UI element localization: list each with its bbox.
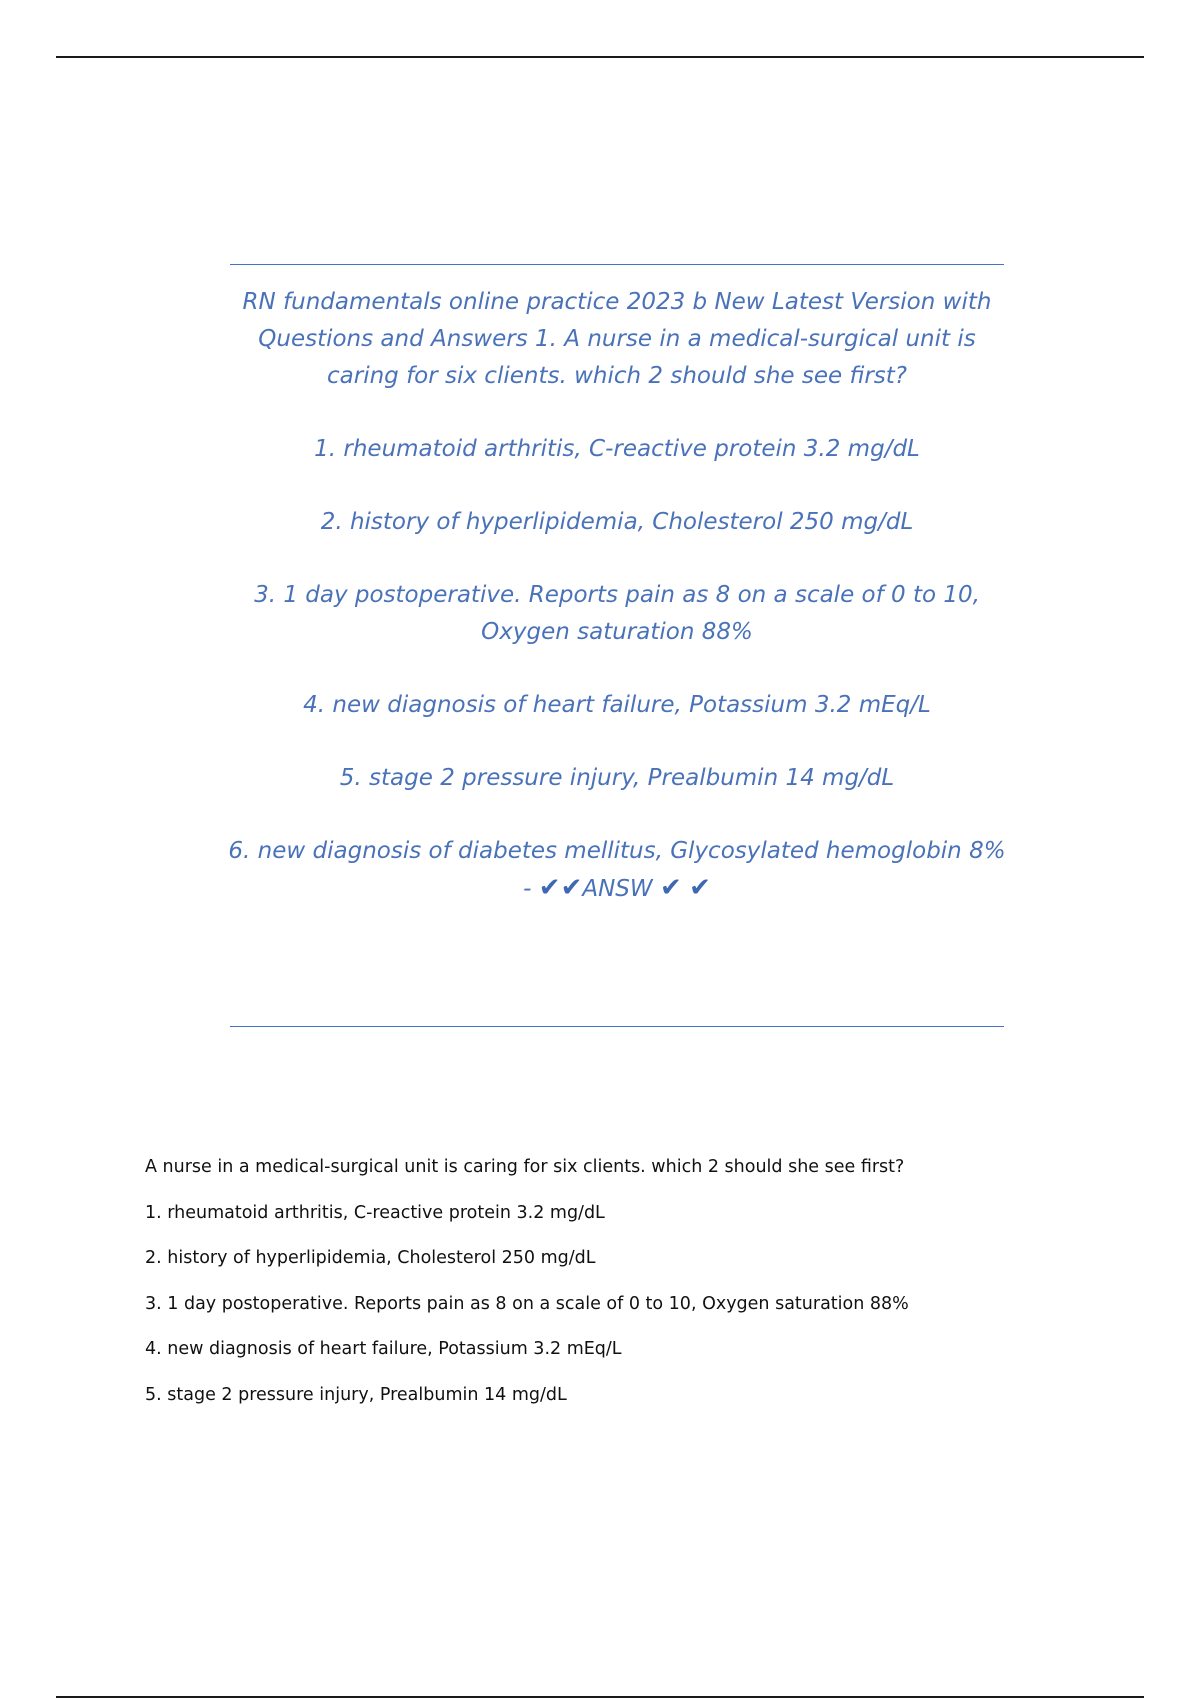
check-icon: ✔ xyxy=(659,873,682,903)
plain-option-3: 3. 1 day postoperative. Reports pain as 8 on a scale of 0 to 10, Oxygen saturation 88% xyxy=(145,1293,909,1314)
intense-quote-block xyxy=(220,284,1014,944)
quote-option-2: 2. history of hyperlipidemia, Cholesterol 250 mg/dL xyxy=(320,509,914,535)
quote-option-6-text: 6. new diagnosis of diabetes mellitus, Glycosylated hemoglobin 8% xyxy=(228,838,1006,864)
plain-option-5: 5. stage 2 pressure injury, Prealbumin 14 mg/dL xyxy=(145,1384,567,1405)
quote-top-rule xyxy=(230,264,1004,265)
quote-option-5: 5. stage 2 pressure injury, Prealbumin 14 mg/dL xyxy=(339,765,895,791)
answer-prefix: - xyxy=(523,876,532,902)
quote-option-3: 3. 1 day postoperative. Reports pain as 8 on a scale of 0 to 10, Oxygen saturation 88% xyxy=(254,582,980,645)
check-icon: ✔ xyxy=(689,873,711,903)
check-icon: ✔ xyxy=(538,873,561,903)
answer-label: ANSW xyxy=(582,876,653,902)
quote-option-4: 4. new diagnosis of heart failure, Potassium 3.2 mEq/L xyxy=(303,692,931,718)
quote-option-1: 1. rheumatoid arthritis, C-reactive protein 3.2 mg/dL xyxy=(314,436,920,462)
plain-option-2: 2. history of hyperlipidemia, Cholesterol 250 mg/dL xyxy=(145,1248,596,1268)
plain-question-block xyxy=(145,1155,1105,1428)
quote-bottom-rule xyxy=(230,1026,1004,1027)
quote-option-6 xyxy=(220,833,1014,908)
plain-option-4: 4. new diagnosis of heart failure, Potassium 3.2 mEq/L xyxy=(145,1339,622,1359)
page-top-rule xyxy=(56,56,1144,58)
answer-marker-line xyxy=(220,870,1014,908)
plain-option-1: 1. rheumatoid arthritis, C-reactive protein 3.2 mg/dL xyxy=(145,1202,605,1223)
document-heading: RN fundamentals online practice 2023 b New Latest Version with Questions and Answers 1. A nurse in a medical-surgical unit is caring for six clients. which 2 should she see first? xyxy=(242,289,992,389)
check-icon: ✔ xyxy=(560,873,583,903)
plain-question: A nurse in a medical-surgical unit is caring for six clients. which 2 should she see first? xyxy=(145,1157,905,1177)
page-bottom-rule xyxy=(56,1696,1144,1698)
